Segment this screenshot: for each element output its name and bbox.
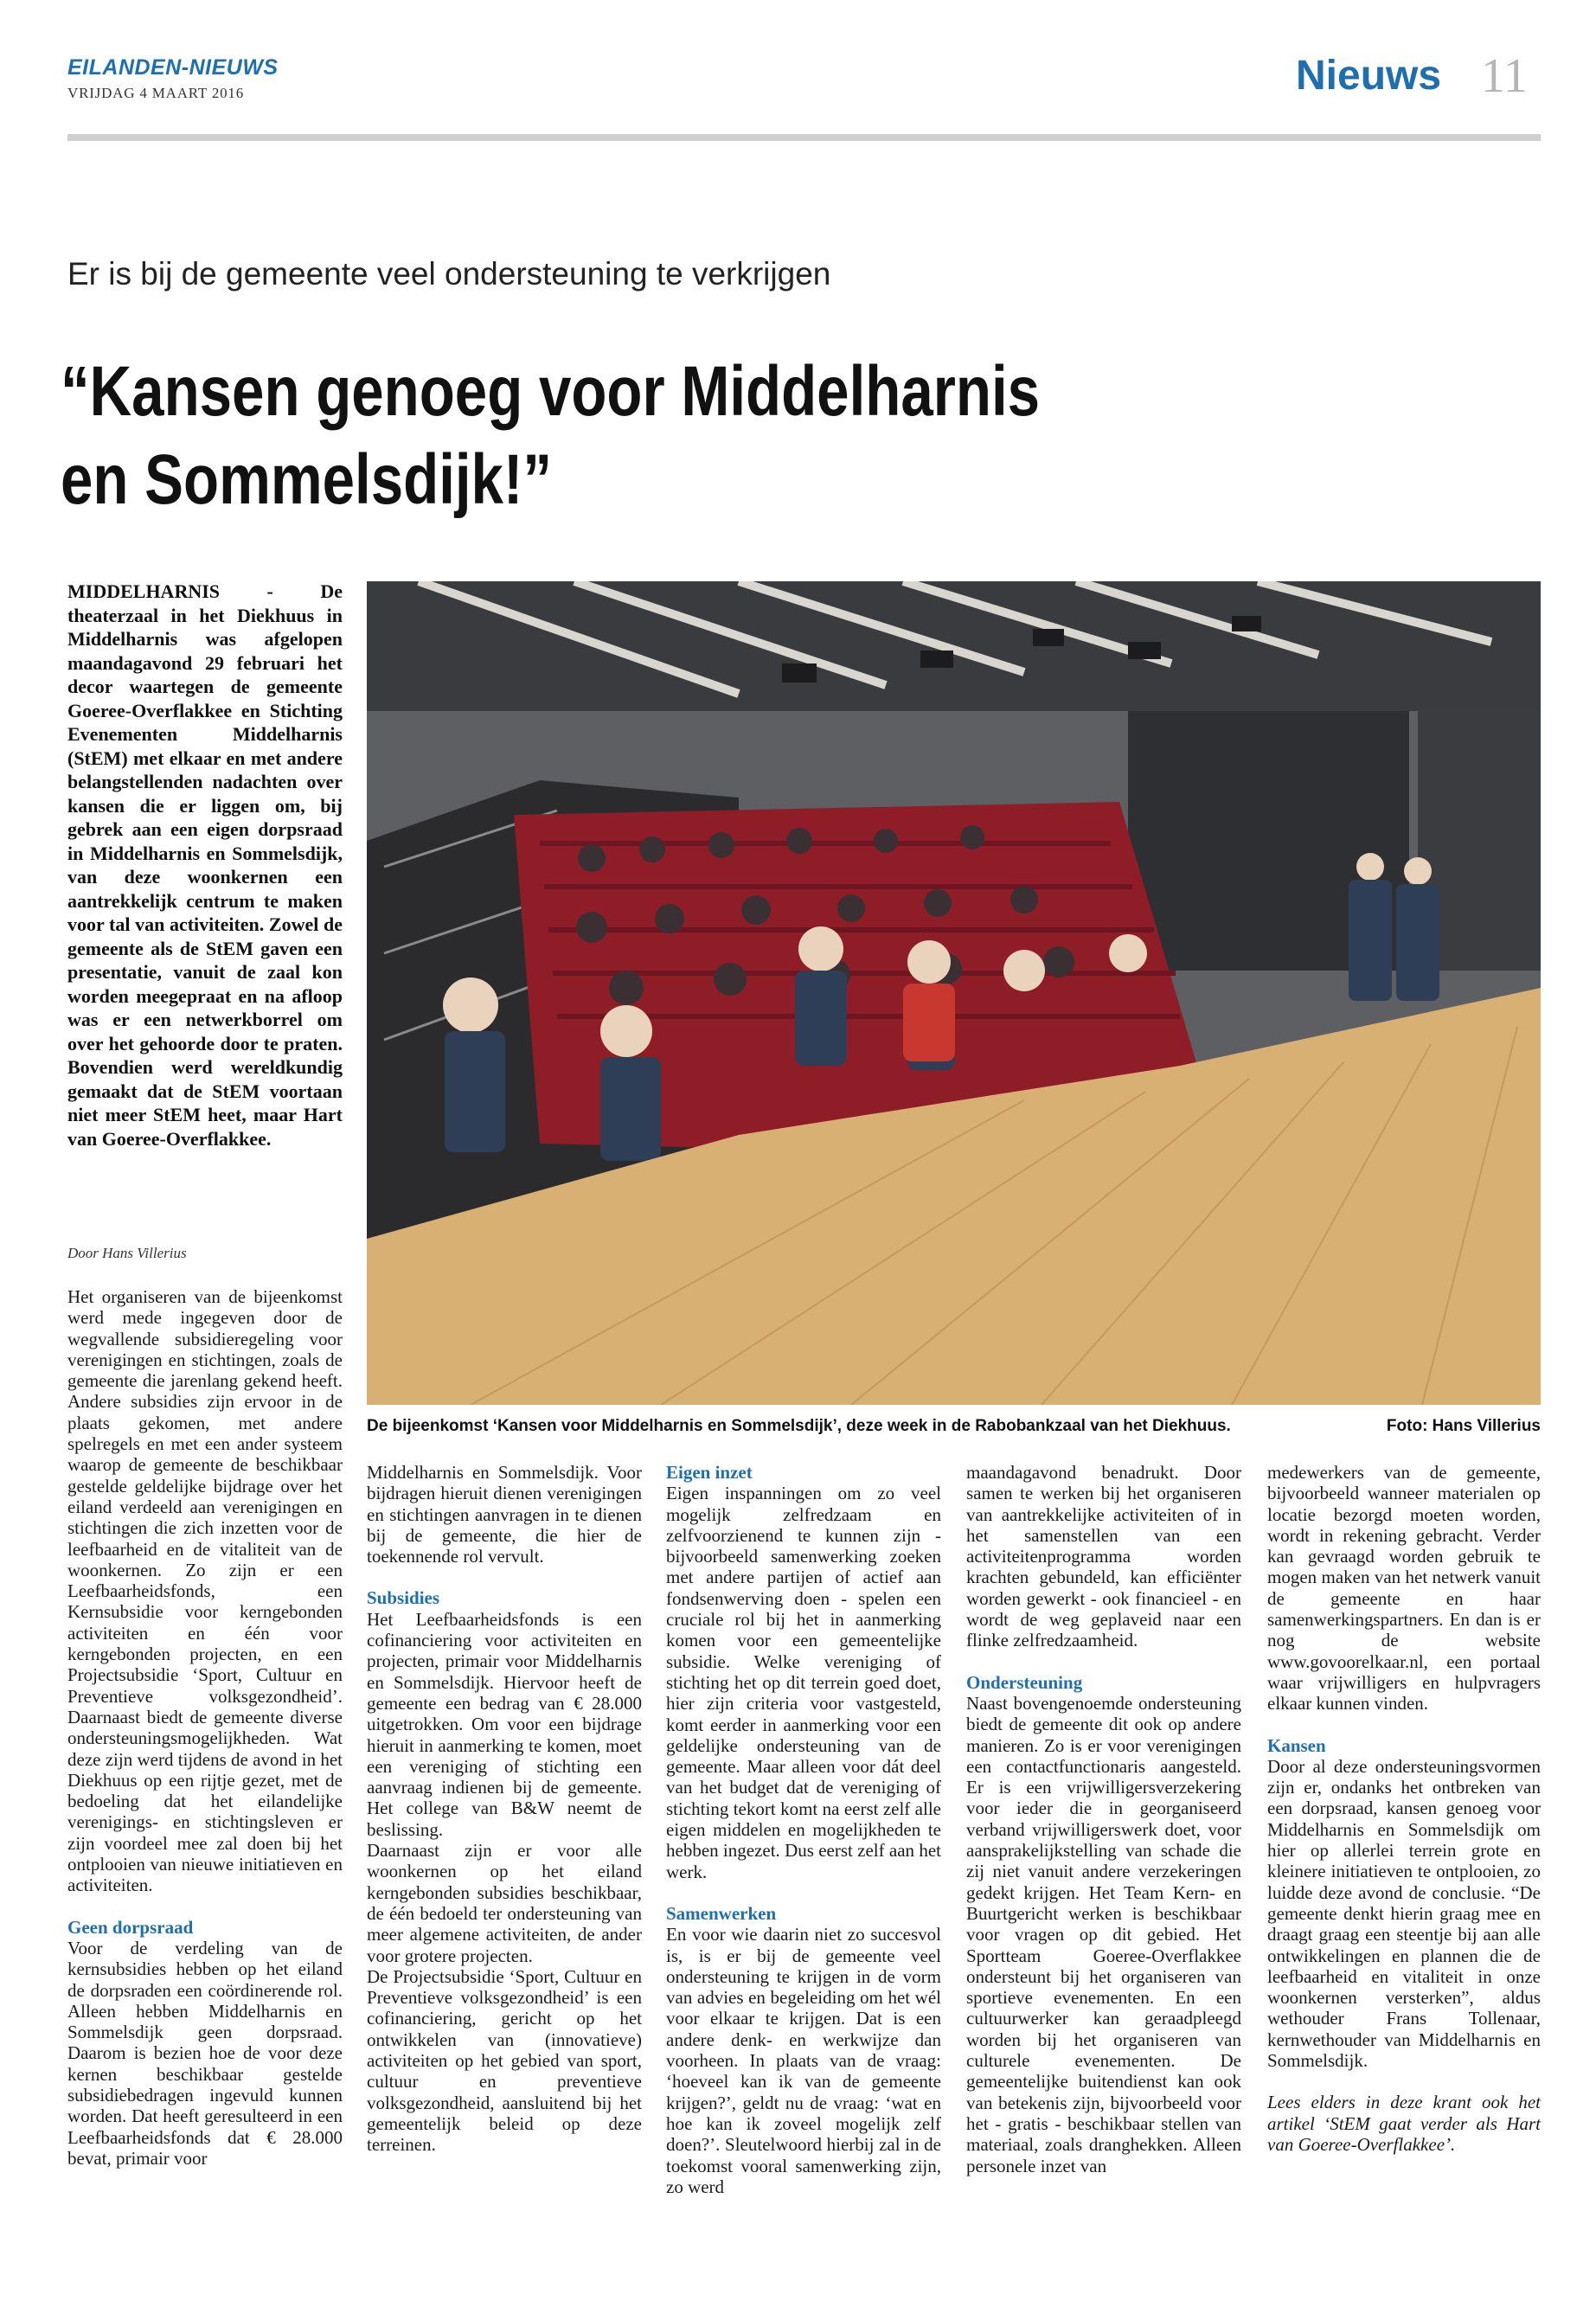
headline-line-2: en Sommelsdijk!” bbox=[61, 440, 552, 519]
page-number: 11 bbox=[1481, 49, 1528, 103]
paragraph: maandagavond benadrukt. Door samen te werken bij het organiseren van aantrekkelijke activiteiten of in het samenstellen van een activiteitenprogramma worden krachten gebundeld, kan efficiënter worden gewerkt - ook financieel - en wordt de weg geplaveid naar een flinke zelfredzaamheid. bbox=[966, 1462, 1241, 1651]
article-column-2 bbox=[367, 1462, 642, 2156]
article-byline: Door Hans Villerius bbox=[67, 1245, 187, 1261]
newspaper-logo: EILANDEN-NIEUWS bbox=[67, 55, 279, 80]
subheading-subsidies: Subsidies bbox=[367, 1587, 440, 1609]
paragraph: Middelharnis en Sommelsdijk. Voor bijdragen hieruit dienen verenigingen en stichtingen aanvragen in te dienen bij de gemeente, die hier de toekennende rol vervult. bbox=[367, 1462, 642, 1567]
article-column-4 bbox=[966, 1462, 1241, 2176]
theater-photo-illustration bbox=[367, 581, 1541, 1405]
paragraph: Voor de verdeling van de kernsubsidies hebben op het eiland de dorpsraden een coördinerende rol. Alleen hebben Middelharnis en Sommelsdijk geen dorpsraad. Daarom is bezien hoe de voor deze kernen beschikbaar gestelde subsidiebedragen ingevuld kunnen worden. Dat heeft geresulteerd in een Leefbaarheidsfonds dat € 28.000 bevat, primair voor bbox=[67, 1937, 343, 2169]
paragraph: Het Leefbaarheidsfonds is een cofinanciering voor activiteiten en projecten, primair voor Middelharnis en Sommelsdijk. Hiervoor heeft de gemeente een bedrag van € 28.000 uitgetrokken. Om voor een bijdrage hieruit in aanmerking te komen, moet een vereniging of stichting een aanvraag indienen bij de gemeente. Het college van B&W neemt de beslissing. bbox=[367, 1608, 642, 1840]
subheading-kansen: Kansen bbox=[1267, 1734, 1326, 1756]
article-lead: MIDDELHARNIS - De theaterzaal in het Diekhuus in Middelharnis was afgelopen maandagavond 29 februari het decor waartegen de gemeente Goeree-Overflakkee en Stichting Evenementen Middelharnis (StEM) met elkaar en met andere belangstellenden nadachten over kansen die er liggen om, bij gebrek aan een eigen dorpsraad in Middelharnis en Sommelsdijk, van deze woonkernen een aantrekkelijk centrum te maken voor tal van activiteiten. Zowel de gemeente als de StEM gaven een presentatie, vanuit de zaal kon worden meegepraat en na afloop was er een netwerkborrel om over het gehoorde door te praten. Bovendien werd wereldkundig gemaakt dat de StEM voortaan niet meer StEM heet, maar Hart van Goeree-Overflakkee. bbox=[67, 580, 343, 1150]
issue-date: VRIJDAG 4 MAART 2016 bbox=[67, 85, 245, 101]
paragraph: De Projectsubsidie ‘Sport, Cultuur en Preventieve volksgezondheid’ is een cofinanciering, gericht op het ontwikkelen van (innovatieve) activiteiten op het gebied van sport, cultuur en preventieve volksgezondheid, aansluitend bij het gemeentelijk beleid op deze terreinen. bbox=[367, 1965, 642, 2156]
photo-caption-row bbox=[367, 1417, 1541, 1436]
article-column-5 bbox=[1267, 1462, 1541, 2155]
article-kicker: Er is bij de gemeente veel ondersteuning te verkrijgen bbox=[67, 256, 831, 292]
section-title: Nieuws bbox=[1296, 53, 1442, 99]
subheading-ondersteuning: Ondersteuning bbox=[966, 1671, 1083, 1693]
paragraph: medewerkers van de gemeente, bijvoorbeeld wanneer materialen op locatie bezorgd moeten worden, wordt in rekening gebracht. Verder kan gevraagd worden gebruik te mogen maken van het netwerk vanuit de gemeente en haar samenwerkingspartners. En dan is er nog de website www.govoorelkaar.nl, een portaal waar vrijwilligers en hulpvragers elkaar kunnen vinden. bbox=[1267, 1462, 1541, 1715]
article-column-1 bbox=[67, 1286, 343, 2169]
subheading-geen-dorpsraad: Geen dorpsraad bbox=[67, 1916, 194, 1938]
subheading-eigen-inzet: Eigen inzet bbox=[666, 1462, 753, 1483]
paragraph: Door al deze ondersteuningsvormen zijn er, ondanks het ontbreken van een dorpsraad, kansen genoeg voor Middelharnis en Sommelsdijk om hier op allerlei terrein grote en kleinere initiatieven te ontplooien, zo luidde deze avond de conclusie. “De gemeente denkt hierin graag mee en draagt graag een steentje bij aan alle ontwikkelingen en plannen die de leefbaarheid en vitaliteit in onze woonkernen versterken”, aldus wethouder Frans Tollenaar, kernwethouder van Middelharnis en Sommelsdijk. bbox=[1267, 1755, 1541, 2072]
article-headline bbox=[61, 348, 1266, 524]
paragraph: Naast bovengenoemde ondersteuning biedt de gemeente dit ook op andere manieren. Zo is er voor verenigingen een contactfunctionaris aangesteld. Er is een vrijwilligersverzekering voor ieder die in georganiseerd verband vrijwilligerswerk doet, voor aansprakelijkstelling van schade die zij niet vanuit andere verzekeringen gedekt krijgen. Het Team Kern- en Buurtgericht werken is beschikbaar voor vragen op dit gebied. Het Sportteam Goeree-Overflakkee ondersteunt bij het organiseren van sportieve evenementen. En een cultuurwerker kan geraadpleegd worden bij het organiseren van culturele evenementen. De gemeentelijke buitendienst kan ook van betekenis zijn, bijvoorbeeld voor het - gratis - beschikbaar stellen van materiaal, zoals dranghekken. Alleen personele inzet van bbox=[966, 1692, 1241, 2176]
photo-caption: De bijeenkomst ‘Kansen voor Middelharnis en Sommelsdijk’, deze week in de Rabobankzaal van het Diekhuus. bbox=[367, 1417, 1231, 1435]
paragraph: Het organiseren van de bijeenkomst werd mede ingegeven door de wegvallende subsidieregeling voor verenigingen en stichtingen, zoals de gemeente die jarenlang gekend heeft. Andere subsidies zijn ervoor in de plaats gekomen, met andere spelregels en met een ander systeem waarop de gemeente de beschikbaar gestelde geldelijke bijdrage over het eiland verdeeld aan verenigingen en stichtingen die zich inzetten voor de leefbaarheid en de vitaliteit van de woonkernen. Zo zijn er een Leefbaarheidsfonds, een Kernsubsidie voor kerngebonden activiteiten en één voor kerngebonden projecten, en een Projectsubsidie ‘Sport, Cultuur en Preventieve volksgezondheid’. Daarnaast biedt de gemeente diverse ondersteuningsmogelijkheden. Wat deze zijn werd tijdens de avond in het Diekhuus op een rijtje gezet, met de bedoeling dat het eilandelijke verenigings- en stichtingsleven er zijn voordeel mee zal doen bij het ontplooien van nieuwe initiatieven en activiteiten. bbox=[67, 1286, 343, 1896]
article-photo bbox=[367, 581, 1541, 1405]
paragraph: En voor wie daarin niet zo succesvol is, is er bij de gemeente veel ondersteuning te krijgen in de vorm van advies en begeleiding om het wél voor elkaar te krijgen. Dat is een andere denk- en werkwijze dan voorheen. In plaats van de vraag: ‘hoeveel kan ik van de gemeente krijgen?’, geldt nu de vraag: ‘wat en hoe kan ik zoveel mogelijk zelf doen?’. Sleutelwoord hierbij zal in de toekomst vooral samenwerking zijn, zo werd bbox=[666, 1924, 941, 2197]
related-article-note: Lees elders in deze krant ook het artikel ‘StEM gaat verder als Hart van Goeree-Overflakkee’. bbox=[1267, 2092, 1541, 2155]
paragraph: Daarnaast zijn er voor alle woonkernen op het eiland kerngebonden subsidies beschikbaar, de één bedoeld ter ondersteuning van meer algemene activiteiten, de ander voor grotere projecten. bbox=[367, 1840, 642, 1966]
header-rule bbox=[67, 134, 1541, 141]
subheading-samenwerken: Samenwerken bbox=[666, 1902, 777, 1924]
paragraph: Eigen inspanningen om zo veel mogelijk zelfredzaam en zelfvoorzienend te kunnen zijn - bijvoorbeeld samenwerking zoeken met andere partijen of actief aan fondsenwerving doen - spelen een cruciale rol bij het in aanmerking komen voor een gemeentelijke subsidie. Welke vereniging of stichting het op dit terrein goed doet, hier zijn criteria voor vastgesteld, komt eerder in aanmerking voor een geldelijke ondersteuning van de gemeente. Maar alleen voor dát deel van het budget dat de vereniging of stichting tekort komt na eerst zelf alle eigen middelen en mogelijkheden te hebben ingezet. Dus eerst zelf aan het werk. bbox=[666, 1483, 941, 1882]
article-column-3 bbox=[666, 1462, 941, 2197]
headline-line-1: “Kansen genoeg voor Middelharnis bbox=[61, 352, 1041, 431]
photo-credit: Foto: Hans Villerius bbox=[1386, 1417, 1541, 1435]
